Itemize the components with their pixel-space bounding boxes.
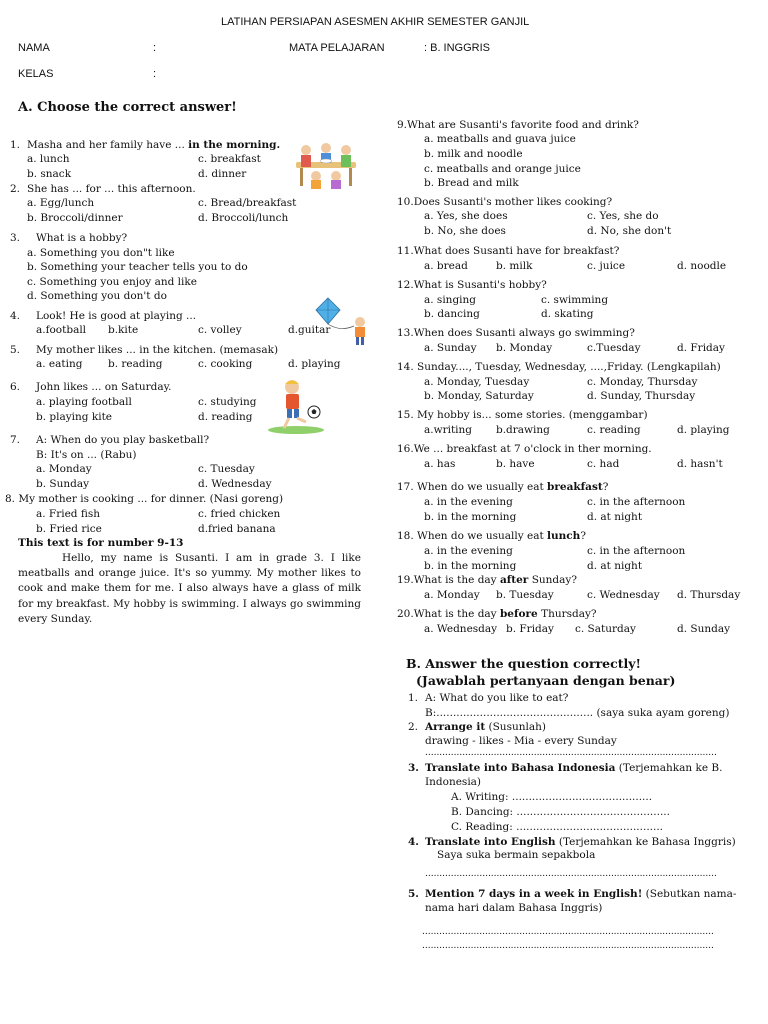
q4-number: 4. xyxy=(10,310,21,322)
q6-option-a: a. playing football xyxy=(36,396,132,408)
q15-option-c: c. reading xyxy=(587,424,641,436)
q16-option-b: b. have xyxy=(496,458,535,470)
b5-answer-line-1: ...................................................................................................... xyxy=(422,927,714,937)
q17-bold: breakfast xyxy=(547,481,603,493)
b3-item-c: C. Reading: ............................................ xyxy=(451,821,664,833)
q12-option-d: d. skating xyxy=(541,308,594,320)
q9-text: 9.What are Susanti's favorite food and drink? xyxy=(397,119,639,131)
q20-option-c: c. Saturday xyxy=(575,623,636,635)
b3-item-b: B. Dancing: .............................................. xyxy=(451,806,670,818)
q10-option-b: b. No, she does xyxy=(424,225,506,237)
q4-text: Look! He is good at playing ... xyxy=(36,310,197,322)
q13-option-c: c.Tuesday xyxy=(587,342,641,354)
q4-option-b: b.kite xyxy=(108,324,139,336)
page-title: LATIHAN PERSIAPAN ASESMEN AKHIR SEMESTER GANJIL xyxy=(221,16,530,28)
kelas-label: KELAS xyxy=(18,68,54,80)
q12-text: 12.What is Susanti's hobby? xyxy=(397,279,547,291)
q1-option-d: d. dinner xyxy=(198,168,247,180)
b2-hint: (Susunlah) xyxy=(488,721,546,733)
q5-text: My mother likes ... in the kitchen. (memasak) xyxy=(36,344,279,356)
q11-text: 11.What does Susanti have for breakfast? xyxy=(397,245,620,257)
q9-option-d: b. Bread and milk xyxy=(424,177,519,189)
q8-option-a: a. Fried fish xyxy=(36,508,101,520)
q5-number: 5. xyxy=(10,344,21,356)
kite-boy-illustration xyxy=(310,296,374,348)
q16-option-d: d. hasn't xyxy=(677,458,723,470)
q8-text: 8. My mother is cooking ... for dinner. (Nasi goreng) xyxy=(5,493,284,505)
q17-option-a: a. in the evening xyxy=(424,496,513,508)
nama-colon: : xyxy=(153,42,157,54)
b3-text xyxy=(425,763,722,774)
b3-hint: (Terjemahkan ke B. xyxy=(618,762,723,774)
q6-option-c: c. studying xyxy=(198,396,257,408)
q4-option-d: d.guitar xyxy=(288,324,331,336)
q11-option-c: c. juice xyxy=(587,260,626,272)
q19-end: Sunday? xyxy=(531,574,577,586)
q11-option-a: a. bread xyxy=(424,260,468,272)
q3-option-b: b. Something your teacher tells you to do xyxy=(27,261,248,273)
q2-number: 2. xyxy=(10,183,21,195)
q15-option-b: b.drawing xyxy=(496,424,550,436)
q17-end: ? xyxy=(602,481,609,493)
b5-hint-line2: nama hari dalam Bahasa Inggris) xyxy=(425,902,603,914)
q12-option-c: c. swimming xyxy=(541,294,609,306)
q5-option-a: a. eating xyxy=(36,358,83,370)
q15-option-d: d. playing xyxy=(677,424,730,436)
b4-hint: (Terjemahkan ke Bahasa Inggris) xyxy=(558,836,736,848)
q6-option-d: d. reading xyxy=(198,411,253,423)
b4-answer-line: ...................................................................................................... xyxy=(425,869,717,879)
section-a-title: A. Choose the correct answer! xyxy=(18,100,237,115)
q1-option-a: a. lunch xyxy=(27,153,70,165)
q17-option-b: b. in the morning xyxy=(424,511,517,523)
family-breakfast-illustration xyxy=(286,140,366,190)
q19-option-b: b. Tuesday xyxy=(496,589,554,601)
q19-stem: 19.What is the day xyxy=(397,574,497,586)
q1-text xyxy=(27,140,280,151)
q7-option-b: b. Sunday xyxy=(36,478,90,490)
b5-bold: Mention 7 days in a week in English! xyxy=(425,888,643,900)
q18-option-d: d. at night xyxy=(587,560,643,572)
q13-text: 13.When does Susanti always go swimming? xyxy=(397,327,635,339)
q3-number: 3. xyxy=(10,232,21,244)
q16-option-c: c. had xyxy=(587,458,620,470)
reading-passage: Hello, my name is Susanti. I am in grade 3. I like meatballs and orange juice. It's so yummy. My mother likes to cook and make them for me. I also always have a glass of milk for my breakfast. My hobby is swimming. I always go swimming every Sunday. xyxy=(18,552,361,625)
q7-number: 7. xyxy=(10,434,21,446)
q14-option-a: a. Monday, Tuesday xyxy=(424,376,530,388)
q17-option-c: c. in the afternoon xyxy=(587,496,686,508)
q16-text: 16.We ... breakfast at 7 o'clock in ther morning. xyxy=(397,443,652,455)
b2-number: 2. xyxy=(408,721,419,733)
b2-words: drawing - likes - Mia - every Sunday xyxy=(425,735,617,747)
b5-hint: (Sebutkan nama- xyxy=(645,888,737,900)
mapel-value: : B. INGGRIS xyxy=(424,42,491,54)
q10-text: 10.Does Susanti's mother likes cooking? xyxy=(397,196,613,208)
q20-stem: 20.What is the day xyxy=(397,608,497,620)
b5-answer-line-2: ...................................................................................................... xyxy=(422,941,714,951)
q7-option-d: d. Wednesday xyxy=(198,478,272,490)
q18-stem: 18. When do we usually eat xyxy=(397,530,544,542)
q4-option-a: a.football xyxy=(36,324,87,336)
q10-option-d: d. No, she don't xyxy=(587,225,672,237)
q5-option-d: d. playing xyxy=(288,358,341,370)
q4-option-c: c. volley xyxy=(198,324,242,336)
q15-option-a: a.writing xyxy=(424,424,473,436)
q1-bold: in the morning. xyxy=(188,139,281,151)
q18-option-b: b. in the morning xyxy=(424,560,517,572)
b1-answer-line: B:............................................... (saya suka ayam goreng) xyxy=(425,707,730,719)
b3-hint-line2: Indonesia) xyxy=(425,776,482,788)
q1-option-b: b. snack xyxy=(27,168,72,180)
q19-bold: after xyxy=(499,574,529,586)
section-b-subtitle: (Jawablah pertanyaan dengan benar) xyxy=(416,673,676,688)
b1-text: A: What do you like to eat? xyxy=(425,692,569,704)
q3-option-d: d. Something you don't do xyxy=(27,290,167,302)
q7-text: A: When do you play basketball? xyxy=(36,434,210,446)
q1-stem: Masha and her family have ... xyxy=(27,139,185,151)
b4-text xyxy=(425,837,736,848)
q2-option-b: b. Broccoli/dinner xyxy=(27,212,123,224)
q14-option-c: c. Monday, Thursday xyxy=(587,376,698,388)
q2-text: She has ... for ... this afternoon. xyxy=(27,183,196,195)
q14-text: 14. Sunday...., Tuesday, Wednesday, ....,Friday. (Lengkapilah) xyxy=(397,361,721,373)
q3-text: What is a hobby? xyxy=(36,232,128,244)
kelas-colon: : xyxy=(153,68,157,80)
q9-option-c: c. meatballs and orange juice xyxy=(424,163,581,175)
q2-option-d: d. Broccoli/lunch xyxy=(198,212,289,224)
q8-option-c: c. fried chicken xyxy=(198,508,281,520)
q12-option-a: a. singing xyxy=(424,294,477,306)
q3-option-c: c. Something you enjoy and like xyxy=(27,276,197,288)
q16-option-a: a. has xyxy=(424,458,456,470)
q18-option-c: c. in the afternoon xyxy=(587,545,686,557)
q20-option-d: d. Sunday xyxy=(677,623,731,635)
q19-option-c: c. Wednesday xyxy=(587,589,660,601)
q19-option-a: a. Monday xyxy=(424,589,480,601)
q20-option-b: b. Friday xyxy=(506,623,554,635)
q12-option-b: b. dancing xyxy=(424,308,480,320)
b4-number: 4. xyxy=(408,836,419,848)
q15-text: 15. My hobby is... some stories. (menggambar) xyxy=(397,409,648,421)
b3-number: 3. xyxy=(408,762,419,774)
b2-answer-line: ...................................................................................................... xyxy=(425,748,717,758)
q8-option-d: d.fried banana xyxy=(198,523,276,535)
nama-label: NAMA xyxy=(18,42,50,54)
q1-option-c: c. breakfast xyxy=(198,153,261,165)
q8-option-b: b. Fried rice xyxy=(36,523,102,535)
q17-text xyxy=(397,482,608,493)
b3-bold: Translate into Bahasa Indonesia xyxy=(425,762,616,774)
q13-option-d: d. Friday xyxy=(677,342,725,354)
mapel-label: MATA PELAJARAN xyxy=(289,42,385,54)
q6-text: John likes ... on Saturday. xyxy=(36,381,172,393)
q14-option-d: d. Sunday, Thursday xyxy=(587,390,696,402)
q10-option-a: a. Yes, she does xyxy=(424,210,508,222)
q7-option-a: a. Monday xyxy=(36,463,92,475)
q13-option-b: b. Monday xyxy=(496,342,553,354)
q1-number: 1. xyxy=(10,139,21,151)
q18-end: ? xyxy=(580,530,586,542)
q10-option-c: c. Yes, she do xyxy=(587,210,659,222)
q11-option-b: b. milk xyxy=(496,260,533,272)
q7-option-c: c. Tuesday xyxy=(198,463,255,475)
q20-bold: before xyxy=(499,608,538,620)
q18-option-a: a. in the evening xyxy=(424,545,513,557)
q20-text xyxy=(397,609,597,620)
q20-end: Thursday? xyxy=(541,608,597,620)
b1-number: 1. xyxy=(408,692,419,704)
q14-option-b: b. Monday, Saturday xyxy=(424,390,534,402)
q11-option-d: d. noodle xyxy=(677,260,727,272)
q5-option-b: b. reading xyxy=(108,358,163,370)
reading-title: This text is for number 9-13 xyxy=(18,537,184,549)
q7-line2: B: It's on ... (Rabu) xyxy=(36,449,137,461)
q19-option-d: d. Thursday xyxy=(677,589,741,601)
q6-option-b: b. playing kite xyxy=(36,411,113,423)
q2-option-c: c. Bread/breakfast xyxy=(198,197,297,209)
q17-option-d: d. at night xyxy=(587,511,643,523)
q6-number: 6. xyxy=(10,381,21,393)
section-b-title: B. Answer the question correctly! xyxy=(406,656,641,671)
b4-bold: Translate into English xyxy=(425,836,556,848)
q3-option-a: a. Something you don"t like xyxy=(27,247,175,259)
b2-bold: Arrange it xyxy=(425,721,486,733)
q19-text xyxy=(397,575,577,586)
q20-option-a: a. Wednesday xyxy=(424,623,498,635)
q18-bold: lunch xyxy=(547,530,581,542)
b3-item-a: A. Writing: .......................................... xyxy=(451,791,653,803)
q5-option-c: c. cooking xyxy=(198,358,253,370)
football-boy-illustration xyxy=(266,378,330,434)
b2-text xyxy=(425,722,546,733)
q18-text xyxy=(397,531,586,542)
q2-option-a: a. Egg/lunch xyxy=(27,197,95,209)
q9-option-b: b. milk and noodle xyxy=(424,148,523,160)
q13-option-a: a. Sunday xyxy=(424,342,477,354)
q17-stem: 17. When do we usually eat xyxy=(397,481,544,493)
b5-text xyxy=(425,889,736,900)
q9-option-a: a. meatballs and guava juice xyxy=(424,133,576,145)
b5-number: 5. xyxy=(408,888,419,900)
b4-sentence: Saya suka bermain sepakbola xyxy=(437,849,596,861)
